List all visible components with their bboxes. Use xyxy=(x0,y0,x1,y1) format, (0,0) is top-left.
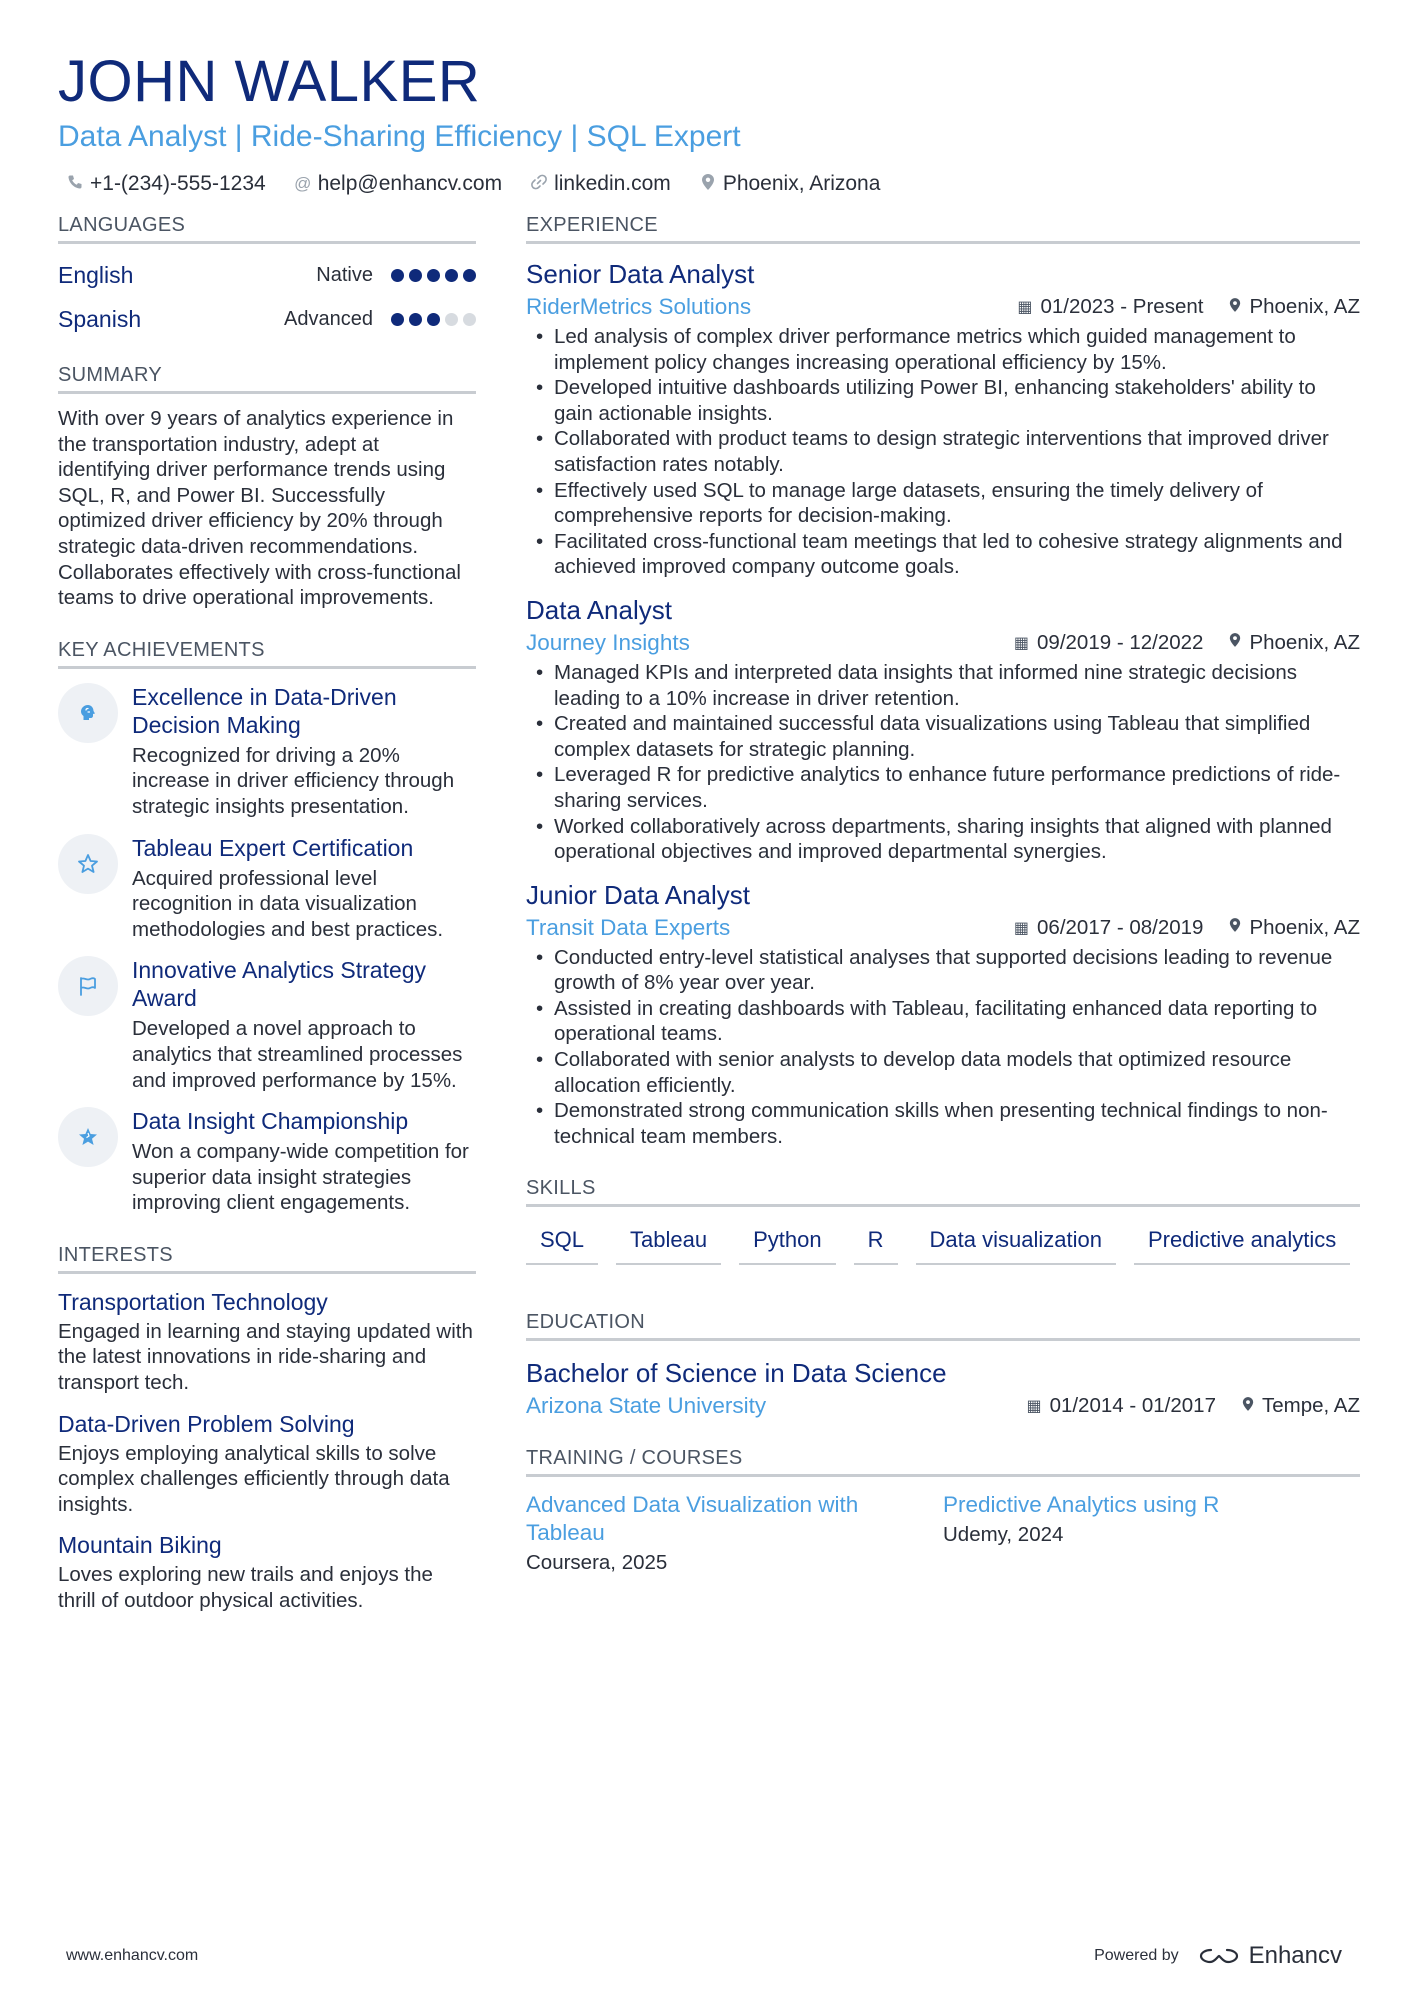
education-meta xyxy=(526,1393,1360,1419)
proficiency-dot-filled xyxy=(463,269,476,282)
language-item xyxy=(58,260,476,290)
calendar-icon: ▦ xyxy=(1017,299,1033,316)
achievement-item xyxy=(58,683,476,820)
calendar-icon: ▦ xyxy=(1013,919,1030,937)
language-item xyxy=(58,304,476,334)
contact-location-text: Phoenix, Arizona xyxy=(722,172,881,195)
job-meta-right xyxy=(1017,295,1360,319)
right-column xyxy=(526,214,1360,1575)
proficiency-dot-filled xyxy=(409,313,422,326)
contact-location xyxy=(699,172,881,196)
proficiency-dot-filled xyxy=(409,269,422,282)
job-bullet: • Leveraged R for predictive analytics to enhance future performance predictions of ride-sharing services. xyxy=(526,762,1360,813)
job-dates xyxy=(1017,295,1203,319)
resume-header xyxy=(58,48,1358,196)
skills-heading: SKILLS xyxy=(526,1177,1360,1207)
language-proficiency xyxy=(316,264,476,287)
powered-by-label: Powered by xyxy=(1094,1947,1179,1964)
job-bullets xyxy=(526,324,1360,580)
achievement-item xyxy=(58,1107,476,1216)
contact-bar xyxy=(58,172,1358,196)
skills-list xyxy=(526,1223,1360,1265)
job-dates-text: 01/2023 - Present xyxy=(1040,295,1204,318)
education-location-text: Tempe, AZ xyxy=(1262,1394,1360,1418)
interest-desc: Loves exploring new trails and enjoys the thrill of outdoor physical activities. xyxy=(58,1563,433,1613)
candidate-name: JOHN WALKER xyxy=(58,49,481,114)
achievements-heading: KEY ACHIEVEMENTS xyxy=(58,639,476,669)
interest-title: Mountain Biking xyxy=(58,1532,222,1559)
contact-email[interactable] xyxy=(294,172,502,196)
location-pin-icon xyxy=(1229,297,1241,318)
education-dates xyxy=(1026,1394,1216,1418)
calendar-icon: ▦ xyxy=(1013,634,1030,652)
location-pin-icon xyxy=(1242,1396,1254,1417)
brain-icon xyxy=(58,683,118,743)
job-bullet: • Created and maintained successful data visualizations using Tableau that simplified complex datasets for strategic planning. xyxy=(526,711,1360,762)
courses-list xyxy=(526,1491,1360,1575)
proficiency-dot-filled xyxy=(427,313,440,326)
job-entry xyxy=(526,594,1360,865)
achievement-item xyxy=(58,956,476,1093)
job-dates-text: 06/2017 - 08/2019 xyxy=(1037,915,1204,939)
languages-section xyxy=(58,214,476,334)
job-meta-right xyxy=(1014,916,1360,940)
flag-icon xyxy=(58,956,118,1016)
job-meta xyxy=(526,294,1360,320)
skill-tag: Tableau xyxy=(616,1223,721,1265)
job-meta xyxy=(526,630,1360,656)
skills-section xyxy=(526,1177,1360,1265)
job-bullet: • Facilitated cross-functional team meetings that led to cohesive strategy alignments and achieved improved company outcome goals. xyxy=(526,529,1360,580)
achievement-desc: Acquired professional level recognition in data visualization methodologies and best practices. xyxy=(132,866,444,941)
language-level: Advanced xyxy=(284,307,373,330)
interest-item xyxy=(58,1410,476,1518)
interests-section xyxy=(58,1244,476,1614)
course-title: Predictive Analytics using R xyxy=(943,1492,1220,1518)
job-bullet: • Developed intuitive dashboards utilizing Power BI, enhancing stakeholders' ability to gain actionable insights. xyxy=(526,375,1360,426)
job-bullet: • Demonstrated strong communication skills when presenting technical findings to non-technical team members. xyxy=(526,1098,1360,1149)
job-meta xyxy=(526,915,1360,941)
contact-phone-text: +1-(234)-555-1234 xyxy=(90,172,266,195)
course-provider: Coursera, 2025 xyxy=(526,1551,668,1575)
interest-item xyxy=(58,1531,476,1613)
job-bullet: • Assisted in creating dashboards with Tableau, facilitating enhanced data reporting to operational teams. xyxy=(526,996,1360,1047)
job-title: Junior Data Analyst xyxy=(526,879,751,910)
language-name: Spanish xyxy=(58,305,142,332)
achievement-desc: Recognized for driving a 20% increase in driver efficiency through strategic insights presentation. xyxy=(132,743,455,818)
skill-tag: Data visualization xyxy=(916,1223,1116,1265)
achievement-title: Data Insight Championship xyxy=(132,1108,409,1135)
link-icon xyxy=(530,173,548,196)
calendar-icon: ▦ xyxy=(1026,1398,1042,1416)
job-bullet: • Effectively used SQL to manage large datasets, ensuring the timely delivery of comprehensive reports for decision-making. xyxy=(526,478,1360,529)
interest-title: Transportation Technology xyxy=(58,1288,328,1315)
interest-item xyxy=(58,1288,476,1396)
proficiency-dot-empty xyxy=(445,313,458,326)
job-entry xyxy=(526,258,1360,580)
job-entry xyxy=(526,879,1360,1150)
brand-logo[interactable] xyxy=(1197,1942,1342,1970)
location-pin-icon xyxy=(1229,632,1241,653)
job-bullet: • Managed KPIs and interpreted data insights that informed nine strategic decisions leading to a 10% increase in driver retention. xyxy=(526,660,1360,711)
achievement-item xyxy=(58,834,476,943)
education-heading: EDUCATION xyxy=(526,1311,1360,1341)
job-bullet: • Conducted entry-level statistical analyses that supported decisions leading to revenue growth of 8% year over year. xyxy=(526,945,1360,996)
language-level: Native xyxy=(316,263,373,286)
proficiency-dot-filled xyxy=(391,313,404,326)
job-bullet: • Worked collaboratively across departments, sharing insights that aligned with planned operational objectives and improved departmental synergies. xyxy=(526,814,1360,865)
job-bullet: • Collaborated with senior analysts to develop data models that optimized resource allocation efficiently. xyxy=(526,1047,1360,1098)
job-dates xyxy=(1014,916,1204,940)
footer-branding xyxy=(1094,1942,1342,1970)
job-dates-text: 09/2019 - 12/2022 xyxy=(1037,630,1204,654)
training-section xyxy=(526,1447,1360,1575)
job-location-text: Phoenix, AZ xyxy=(1249,295,1360,318)
summary-section xyxy=(58,364,476,611)
job-bullet: • Led analysis of complex driver performance metrics which guided management to implement policy changes increasing operational efficiency by 15%. xyxy=(526,324,1360,375)
job-location-text: Phoenix, AZ xyxy=(1249,630,1360,654)
contact-linkedin-text[interactable]: linkedin.com xyxy=(554,172,671,195)
achievement-desc: Won a company-wide competition for superior data insight strategies improving client engagements. xyxy=(132,1140,469,1215)
language-proficiency xyxy=(284,308,476,331)
achievement-title: Tableau Expert Certification xyxy=(132,834,414,861)
interest-desc: Engaged in learning and staying updated with the latest innovations in ride-sharing and transport tech. xyxy=(58,1319,473,1395)
skill-tag: Predictive analytics xyxy=(1134,1223,1350,1265)
experience-section xyxy=(526,214,1360,1149)
skill-tag: R xyxy=(854,1223,898,1265)
course-title: Advanced Data Visualization with Tableau xyxy=(526,1492,859,1546)
course-provider: Udemy, 2024 xyxy=(943,1523,1064,1547)
achievement-title: Innovative Analytics Strategy Award xyxy=(132,957,427,1012)
job-location xyxy=(1229,916,1360,940)
enhancv-logo-icon xyxy=(1197,1945,1241,1967)
education-meta-right xyxy=(1026,1394,1360,1418)
interests-heading: INTERESTS xyxy=(58,1244,476,1274)
job-meta-right xyxy=(1014,631,1360,655)
achievements-section xyxy=(58,639,476,1216)
education-dates-text: 01/2014 - 01/2017 xyxy=(1049,1394,1216,1418)
star-outline-icon xyxy=(58,834,118,894)
interest-desc: Enjoys employing analytical skills to solve complex challenges efficiently through data insights. xyxy=(58,1441,450,1516)
interest-title: Data-Driven Problem Solving xyxy=(58,1410,355,1437)
training-heading: TRAINING / COURSES xyxy=(526,1447,1360,1477)
job-bullets xyxy=(526,945,1360,1150)
job-dates xyxy=(1014,631,1204,655)
contact-linkedin[interactable] xyxy=(530,172,671,196)
languages-heading: LANGUAGES xyxy=(58,214,476,244)
summary-text: With over 9 years of analytics experience in the transportation industry, adept at identifying driver performance trends using SQL, R, and Power BI. Successfully optimized driver efficiency by 20% through strategic data-driven recommendations. Collaborates effectively with cross-functional teams to drive operational improvements. xyxy=(58,407,461,610)
job-bullets xyxy=(526,660,1360,865)
job-title: Data Analyst xyxy=(526,594,672,625)
job-title: Senior Data Analyst xyxy=(526,259,755,289)
job-location xyxy=(1229,295,1360,319)
footer-url[interactable]: www.enhancv.com xyxy=(66,1947,199,1964)
at-icon: @ xyxy=(294,174,312,193)
proficiency-dot-empty xyxy=(463,313,476,326)
summary-heading: SUMMARY xyxy=(58,364,476,394)
proficiency-dots xyxy=(391,269,476,282)
job-company: Transit Data Experts xyxy=(526,914,731,940)
job-location xyxy=(1229,631,1360,655)
proficiency-dot-filled xyxy=(445,269,458,282)
achievement-title: Excellence in Data-Driven Decision Making xyxy=(132,683,397,738)
education-degree: Bachelor of Science in Data Science xyxy=(526,1358,947,1389)
experience-heading: EXPERIENCE xyxy=(526,214,1360,244)
education-section xyxy=(526,1311,1360,1419)
left-column xyxy=(58,214,476,1614)
star-badge-icon xyxy=(58,1107,118,1167)
phone-icon xyxy=(66,174,84,195)
page-footer xyxy=(66,1942,1342,1970)
job-location-text: Phoenix, AZ xyxy=(1249,915,1360,939)
job-bullet: • Collaborated with product teams to design strategic interventions that improved driver satisfaction rates notably. xyxy=(526,426,1360,477)
candidate-headline: Data Analyst | Ride-Sharing Efficiency | SQL Expert xyxy=(58,120,741,153)
contact-email-text[interactable]: help@enhancv.com xyxy=(317,172,503,195)
education-school: Arizona State University xyxy=(526,1393,767,1419)
job-company: RiderMetrics Solutions xyxy=(526,294,752,319)
course-item xyxy=(943,1491,1360,1575)
achievement-desc: Developed a novel approach to analytics that streamlined processes and improved performance by 15%. xyxy=(132,1017,463,1092)
job-company: Journey Insights xyxy=(526,629,690,655)
education-location xyxy=(1242,1394,1360,1418)
location-pin-icon xyxy=(1229,917,1241,938)
proficiency-dots xyxy=(391,313,476,326)
contact-phone xyxy=(66,172,266,196)
skill-tag: Python xyxy=(739,1223,836,1265)
language-name: English xyxy=(58,261,134,288)
proficiency-dot-filled xyxy=(427,269,440,282)
proficiency-dot-filled xyxy=(391,269,404,282)
course-item xyxy=(526,1491,943,1575)
location-pin-icon xyxy=(699,173,717,196)
skill-tag: SQL xyxy=(526,1223,598,1265)
brand-name: Enhancv xyxy=(1248,1942,1342,1969)
